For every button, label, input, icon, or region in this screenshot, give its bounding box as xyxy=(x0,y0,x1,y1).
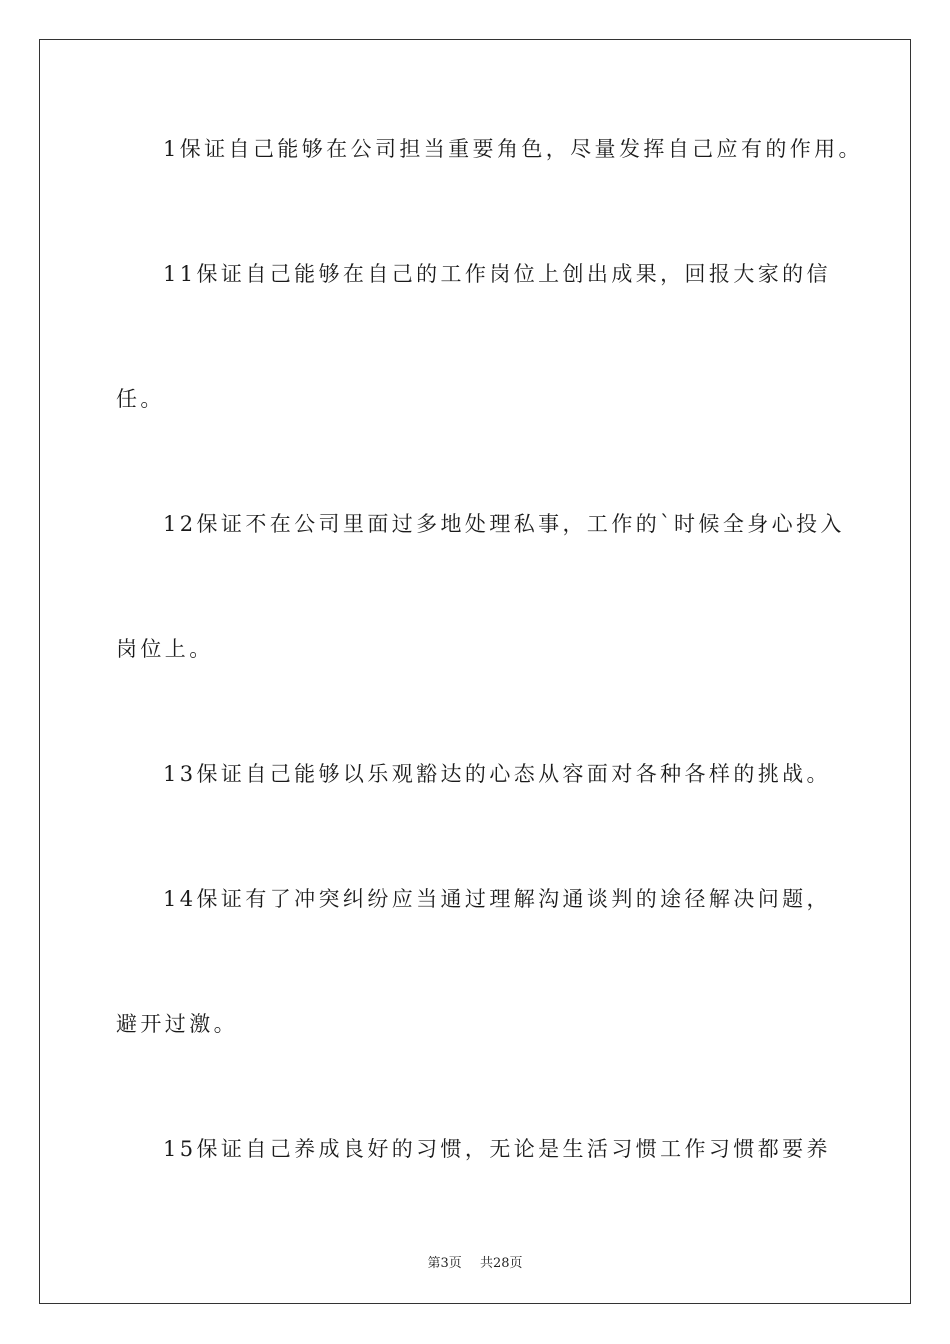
paragraph-line: 13保证自己能够以乐观豁达的心态从容面对各种各样的挑战。 xyxy=(163,762,831,786)
paragraph-line: 岗位上。 xyxy=(116,637,214,661)
page-number: 第3页 xyxy=(427,1256,462,1271)
paragraph-line: 12保证不在公司里面过多地处理私事，工作的`时候全身心投入 xyxy=(163,512,845,536)
paragraph-line: 15保证自己养成良好的习惯，无论是生活习惯工作习惯都要养 xyxy=(163,1137,831,1161)
paragraph-line: 任。 xyxy=(116,387,165,411)
paragraph-line: 11保证自己能够在自己的工作岗位上创出成果，回报大家的信 xyxy=(163,262,831,286)
page-footer xyxy=(0,1252,950,1271)
paragraph-line: 14保证有了冲突纠纷应当通过理解沟通谈判的途径解决问题， xyxy=(163,887,831,911)
page-total: 共28页 xyxy=(479,1256,523,1271)
page-border xyxy=(39,39,911,1304)
paragraph-line: 避开过激。 xyxy=(116,1012,238,1036)
paragraph-line: 1保证自己能够在公司担当重要角色，尽量发挥自己应有的作用。 xyxy=(163,137,863,161)
